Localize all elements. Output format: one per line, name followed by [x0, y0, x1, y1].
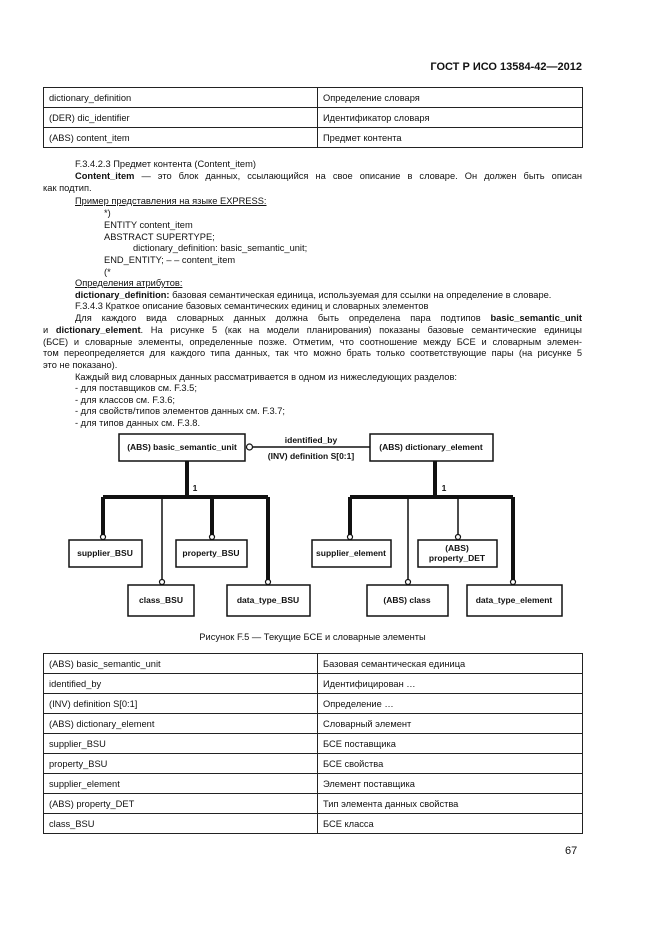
list-item: - для классов см. F.3.6;	[75, 395, 175, 405]
cardinality-label: 1	[192, 483, 198, 493]
table-cell: Словарный элемент	[318, 714, 583, 734]
table-cell: (INV) definition S[0:1]	[44, 694, 318, 714]
supplier-bsu-label: supplier_BSU	[77, 548, 133, 558]
table-cell: Предмет контента	[318, 128, 583, 148]
class-bsu-label: class_BSU	[139, 595, 183, 605]
table-cell: (ABS) property_DET	[44, 794, 318, 814]
table-cell: property_BSU	[44, 754, 318, 774]
table-cell: (DER) dic_identifier	[44, 108, 318, 128]
table-cell: Идентификатор словаря	[318, 108, 583, 128]
table-cell: identified_by	[44, 674, 318, 694]
list-item: - для поставщиков см. F.3.5;	[75, 383, 197, 393]
table-cell: Тип элемента данных свойства	[318, 794, 583, 814]
example-label: Пример представления на языке EXPRESS:	[75, 196, 267, 206]
circle-icon	[101, 535, 106, 540]
table-cell: class_BSU	[44, 814, 318, 834]
text: Для каждого вида словарных данных должна быть определена пара подтипов	[75, 313, 491, 323]
circle-icon	[266, 580, 271, 585]
table-cell: dictionary_definition	[44, 88, 318, 108]
table-cell: (ABS) basic_semantic_unit	[44, 654, 318, 674]
table-row	[44, 654, 583, 674]
paragraph-line: это не показано).	[43, 360, 118, 370]
supplier-element-label: supplier_element	[316, 548, 386, 558]
paragraph-line: как подтип.	[43, 183, 92, 193]
term: dictionary_definition:	[75, 290, 170, 300]
paragraph-line: (БСЕ) и словарные элементы, определенные позже. Отметим, что соотношение между БСЕ и словарным элемен-	[43, 337, 582, 347]
table-cell: Идентифицирован …	[318, 674, 583, 694]
section-title: F.3.4.2.3 Предмет контента (Content_item)	[75, 159, 256, 169]
text: . На рисунке 5 (как на модели планирования) показаны базовые семантические единицы	[140, 325, 582, 335]
property-bsu-label: property_BSU	[182, 548, 240, 558]
circle-icon	[348, 535, 353, 540]
abs-class-label: (ABS) class	[383, 595, 431, 605]
circle-icon	[210, 535, 215, 540]
circle-icon	[160, 580, 165, 585]
property-det-label: property_DET	[428, 553, 486, 563]
table-row	[44, 794, 583, 814]
code-line: ABSTRACT SUPERTYPE;	[104, 232, 215, 242]
table-row	[44, 774, 583, 794]
table-row	[44, 734, 583, 754]
paragraph-line: Каждый вид словарных данных рассматривается в одном из нижеследующих разделов:	[75, 372, 457, 382]
bottom-table	[43, 653, 583, 834]
table-cell: БСЕ поставщика	[318, 734, 583, 754]
circle-icon	[511, 580, 516, 585]
code-line: dictionary_definition: basic_semantic_unit;	[133, 243, 308, 253]
circle-icon	[406, 580, 411, 585]
page-number: 67	[565, 845, 578, 857]
term: basic_semantic_unit	[490, 313, 582, 323]
code-line: ENTITY content_item	[104, 220, 193, 230]
table-cell: Базовая семантическая единица	[318, 654, 583, 674]
text: базовая семантическая единица, используемая для ссылки на определение в словаре.	[169, 290, 552, 300]
term: dictionary_element	[55, 325, 141, 335]
code-line: *)	[104, 208, 111, 218]
table-row	[44, 754, 583, 774]
relation-label: identified_by	[284, 435, 338, 445]
table-row	[44, 814, 583, 834]
table-cell: Определение …	[318, 694, 583, 714]
table-row	[44, 714, 583, 734]
table-cell: supplier_element	[44, 774, 318, 794]
circle-icon	[247, 444, 253, 450]
data-type-bsu-label: data_type_BSU	[236, 595, 300, 605]
table-row	[44, 674, 583, 694]
term: Content_item	[75, 171, 135, 181]
table-row	[44, 694, 583, 714]
circle-icon	[456, 535, 461, 540]
list-item: - для свойств/типов элементов данных см. F.3.7;	[75, 406, 285, 416]
property-det-label: (ABS)	[445, 543, 469, 553]
dictionary-element-label: (ABS) dictionary_element	[379, 442, 483, 452]
table-cell: БСЕ класса	[318, 814, 583, 834]
bsu-label: (ABS) basic_semantic_unit	[127, 442, 237, 452]
table-cell: (ABS) content_item	[44, 128, 318, 148]
data-type-element-label: data_type_element	[475, 595, 553, 605]
document-header: ГОСТ Р ИСО 13584-42—2012	[430, 61, 582, 73]
table-cell: Определение словаря	[318, 88, 583, 108]
code-line: END_ENTITY; – – content_item	[104, 255, 236, 265]
figure-caption: Рисунок F.5 — Текущие БСЕ и словарные элементы	[199, 632, 426, 642]
table-cell: supplier_BSU	[44, 734, 318, 754]
text: и	[43, 325, 56, 335]
section-title: F.3.4.3 Краткое описание базовых семантических единиц и словарных элементов	[75, 301, 429, 311]
code-line: (*	[104, 267, 111, 277]
table-cell: БСЕ свойства	[318, 754, 583, 774]
inverse-label: (INV) definition S[0:1]	[267, 451, 355, 461]
list-item: - для типов данных см. F.3.8.	[75, 418, 201, 428]
cardinality-label: 1	[441, 483, 447, 493]
attributes-label: Определения атрибутов:	[75, 278, 183, 288]
table-cell: (ABS) dictionary_element	[44, 714, 318, 734]
paragraph-line: том переопределяется для каждого типа данных, так что можно брать только соответствующие пары (на рисунке 5	[43, 348, 582, 358]
text: — это блок данных, ссылающийся на свое описание в словаре. Он должен быть описан	[134, 171, 582, 181]
table-cell: Элемент поставщика	[318, 774, 583, 794]
